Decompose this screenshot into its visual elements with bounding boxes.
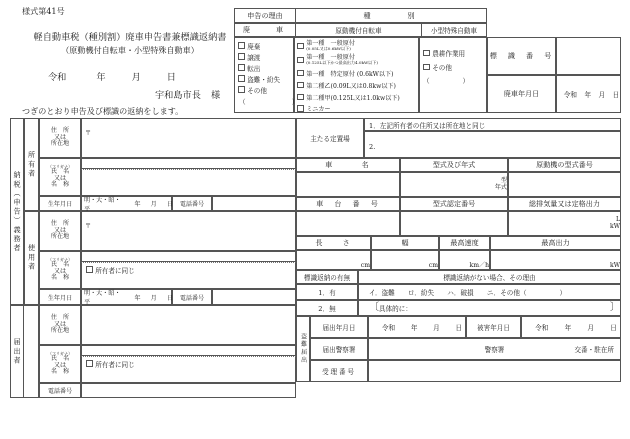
plate-return-reason-header-cell (358, 270, 621, 284)
owner-address-input[interactable] (81, 118, 296, 158)
user-phone-label-cell (172, 289, 212, 305)
owner-birth-input[interactable] (81, 196, 172, 211)
filer-group-label: 届出者 (13, 337, 22, 366)
vehicle-model-header (400, 158, 508, 172)
name-label-1: 又は (53, 267, 67, 275)
plate-return-has-label-cell (296, 270, 358, 284)
reason-label: 廃棄 (247, 42, 261, 51)
model-unit: 型 (500, 176, 507, 184)
koban-label: 交番・駐在所 (574, 346, 614, 354)
moped-item-1[interactable] (297, 53, 418, 67)
plate-return-no-cell[interactable] (296, 300, 358, 316)
small-special-header: 小型特殊自動車 (430, 27, 478, 35)
theft-report-date-label: 届出年月日 (322, 324, 356, 332)
length-input[interactable] (296, 250, 371, 270)
birth-label: 生年月日 (47, 294, 73, 302)
damage-date-day-unit: 日 (610, 324, 617, 332)
year-unit: 年式 (494, 183, 507, 191)
filer-group-label-cell (10, 305, 24, 398)
user-name-input[interactable] (81, 262, 296, 289)
plate-return-yes-cell[interactable] (296, 284, 358, 300)
checkbox-icon[interactable] (238, 75, 245, 82)
theft-report-group-label: 盗難届出 (299, 333, 307, 365)
moped-item-4[interactable] (297, 91, 418, 103)
checkbox-icon[interactable] (423, 50, 430, 57)
moped-label: 第一種 一般原付 (306, 39, 355, 47)
location-option2[interactable] (364, 131, 621, 158)
checkbox-icon[interactable] (297, 43, 304, 50)
name-label-0: 氏 名 (50, 355, 70, 363)
user-address-input[interactable] (81, 211, 296, 251)
postal-mark: 〒 (85, 223, 92, 230)
reason-item-2[interactable] (238, 62, 293, 73)
scrap-label: 廃 車 (235, 24, 296, 36)
furigana-label: （フリガナ） (47, 350, 73, 356)
same-as-owner-label: 所有者に同じ (95, 360, 135, 369)
birth-year-unit: 年 (134, 294, 141, 302)
width-header-label: 幅 (401, 238, 409, 247)
filer-same-as-owner-option[interactable] (86, 357, 295, 370)
length-header-label: 長 さ (315, 238, 352, 247)
birth-day-unit: 日 (166, 294, 173, 302)
addressee-honorific: 様 (210, 90, 221, 101)
scrap-date-month-unit: 月 (598, 91, 606, 99)
displacement-unit-l: L (615, 215, 620, 223)
moped-label: 第二種甲(0.125L又は1.0kw以下) (306, 94, 400, 102)
address-label-0: 住 所 (50, 127, 70, 135)
user-label: 使用者 (27, 244, 37, 272)
birth-month-unit: 月 (150, 201, 157, 208)
reason-header-cell (234, 8, 487, 23)
width-unit: cm (428, 262, 438, 269)
address-label-2: 所在地 (50, 140, 70, 148)
birth-month-unit: 月 (150, 294, 157, 302)
checkbox-icon[interactable] (297, 94, 304, 101)
damage-date-label-cell (466, 316, 521, 338)
police-station-input[interactable] (368, 338, 621, 360)
receipt-number-input[interactable] (368, 360, 621, 382)
chassis-number-header (296, 197, 400, 211)
scrap-date-value-cell[interactable] (556, 75, 621, 113)
moped-sublabel: (0.05L又は0.6kW以下) (306, 46, 351, 52)
name-label-2: 名 称 (50, 274, 70, 282)
length-unit: cm (360, 262, 370, 269)
plate-return-reasons-cell[interactable] (358, 284, 621, 300)
displacement-input[interactable] (508, 211, 621, 236)
reason-item-1[interactable] (238, 51, 293, 62)
reason-label: 盗難・紛失 (247, 75, 281, 84)
police-station-label-cell (310, 338, 368, 360)
type-approval-input[interactable] (400, 211, 508, 236)
bracket-open-icon: 〔 (369, 302, 379, 313)
checkbox-icon[interactable] (297, 105, 304, 112)
plate-return-yes-label: 1．有 (318, 289, 336, 297)
birth-year-unit: 年 (134, 201, 141, 208)
small-special-checkbox-list (419, 37, 487, 113)
filer-address-input[interactable] (81, 305, 296, 345)
checkbox-icon[interactable] (238, 64, 245, 71)
phone-label: 電話番号 (179, 201, 205, 208)
name-label-2: 名 称 (50, 368, 70, 376)
moped-label: ミニカー (306, 106, 331, 113)
theft-report-date-input[interactable] (368, 316, 466, 338)
small-special-other-blank[interactable]: （ ） (423, 77, 470, 85)
date-era: 令和 (48, 72, 67, 83)
plate-number-label-cell (487, 37, 556, 75)
receipt-number-label-cell (310, 360, 368, 382)
chassis-number-input[interactable] (296, 211, 400, 236)
furigana-label: （フリガナ） (47, 256, 73, 262)
phone-label: 電話番号 (47, 388, 73, 395)
location-label: 主たる定置場 (310, 135, 350, 143)
address-label-1: 又は (53, 320, 67, 328)
moped-sublabel: (0.125L以下かつ最高出力4.0kW以下) (306, 60, 378, 66)
location-option1[interactable] (364, 118, 621, 131)
location-label-cell (296, 118, 364, 158)
statement-text: つぎのとおり申告及び標識の返納をします。 (22, 106, 184, 116)
category-header-label: 種 別 (363, 10, 419, 20)
small-special-label: 農耕作業用 (432, 50, 466, 58)
plate-return-no-label: 2．無 (318, 305, 336, 313)
type-approval-header-label: 型式認定番号 (432, 199, 476, 208)
taxpayer-group-label: 納税（申告）義務者 (13, 170, 22, 253)
damage-date-input[interactable] (521, 316, 621, 338)
width-input[interactable] (371, 250, 439, 270)
user-birth-input[interactable] (81, 289, 172, 305)
max-output-unit: kW (610, 262, 620, 269)
plate-return-detail-cell[interactable] (358, 300, 621, 316)
checkbox-icon[interactable] (423, 64, 430, 71)
name-label-1: 又は (53, 361, 67, 369)
scrap-date-label: 廃車年月日 (503, 89, 540, 98)
damage-date-year-unit: 年 (564, 324, 572, 332)
owner-name-label-cell (39, 158, 81, 196)
owner-name-input[interactable] (81, 169, 296, 196)
plate-number-label: 標 識 番 号 (489, 51, 554, 60)
vehicle-model-header-label: 型式及び年式 (432, 160, 476, 169)
owner-label: 所有者 (27, 150, 37, 179)
max-speed-header-label: 最高速度 (450, 238, 479, 247)
name-label-0: 氏 名 (50, 261, 70, 269)
displacement-header (508, 197, 621, 211)
moped-item-5[interactable] (297, 103, 418, 114)
police-station-label: 届出警察署 (322, 346, 356, 354)
plate-return-has-label: 標識返納の有無 (303, 274, 351, 282)
furigana-label: （フリガナ） (47, 163, 73, 169)
date-day-unit: 日 (166, 72, 176, 83)
damage-date-month-unit: 月 (587, 324, 594, 332)
small-special-item-0[interactable] (423, 46, 486, 60)
reason-item-0[interactable] (238, 40, 293, 51)
name-label-2: 名 称 (50, 181, 70, 189)
max-output-input[interactable] (490, 250, 621, 270)
damage-date-era: 令和 (535, 324, 549, 332)
theft-date-era: 令和 (381, 324, 396, 332)
engine-model-header (508, 158, 621, 172)
reason-item-4[interactable] (238, 84, 293, 95)
addressee-line (155, 87, 220, 101)
user-same-as-owner-option[interactable] (86, 263, 295, 276)
max-speed-input[interactable] (439, 250, 490, 270)
address-label-1: 又は (53, 133, 67, 141)
checkbox-icon[interactable] (238, 53, 245, 60)
filer-phone-label-cell (39, 383, 81, 398)
filer-name-input[interactable] (81, 356, 296, 383)
reason-label: その他 (247, 86, 267, 95)
owner-birth-label-cell (39, 196, 81, 211)
theft-date-year-unit: 年 (410, 324, 418, 332)
displacement-header-label: 総排気量又は定格出力 (529, 199, 600, 208)
name-label-1: 又は (53, 174, 67, 182)
form-title-line2: （原動機付自転車・小型特殊自動車） (61, 45, 199, 55)
plate-return-detail-label: 具体的に： (379, 305, 412, 313)
filer-furigana-input[interactable] (81, 345, 296, 356)
address-label-2: 所在地 (50, 233, 70, 241)
date-year-unit: 年 (96, 72, 106, 83)
reason-checkbox-list (234, 37, 299, 113)
moped-item-3[interactable] (297, 79, 418, 91)
vehicle-name-header-label: 車 名 (325, 160, 371, 169)
owner-furigana-input[interactable] (81, 158, 296, 169)
owner-phone-input[interactable] (212, 196, 296, 211)
owner-phone-label-cell (172, 196, 212, 211)
reason-label: 譲渡 (247, 53, 261, 62)
same-as-owner-label: 所有者に同じ (95, 266, 135, 275)
theft-date-day-unit: 日 (455, 324, 463, 332)
checkbox-icon[interactable] (297, 70, 304, 77)
filer-spacer-cell (24, 305, 39, 398)
vehicle-name-input[interactable] (296, 172, 400, 197)
reason-item-3[interactable] (238, 73, 293, 84)
chassis-number-header-label: 車 台 番 号 (316, 199, 380, 208)
displacement-unit-kw: kW (610, 222, 620, 230)
moped-label: 第一種 一般原付 (306, 53, 355, 61)
police-station-suffix: 警察署 (484, 346, 505, 354)
filer-phone-input[interactable] (81, 383, 296, 398)
plate-number-value-cell[interactable] (556, 37, 621, 75)
reason-label: 転出 (247, 64, 261, 73)
user-birth-label-cell (39, 289, 81, 305)
user-furigana-input[interactable] (81, 251, 296, 262)
address-label-0: 住 所 (50, 314, 70, 322)
filer-address-label-cell (39, 305, 81, 345)
small-special-item-1[interactable] (423, 60, 486, 74)
user-phone-input[interactable] (212, 289, 296, 305)
user-label-cell (24, 211, 39, 305)
plate-return-reasons-label: イ．盗難 ロ．紛失 ハ．破損 ニ．その他（ ） (369, 289, 567, 297)
address-label-0: 住 所 (50, 220, 70, 228)
max-output-header-label: 最高出力 (541, 238, 570, 247)
small-special-label: その他 (432, 64, 452, 72)
taxpayer-group-label-cell (10, 118, 24, 305)
type-approval-header (400, 197, 508, 211)
checkbox-icon[interactable] (297, 82, 304, 89)
engine-model-input[interactable] (508, 172, 621, 197)
owner-label-cell (24, 118, 39, 211)
moped-item-0[interactable] (297, 39, 418, 53)
reason-header-label: 申告の理由 (235, 9, 296, 22)
scrap-date-label-cell (487, 75, 556, 113)
max-output-header (490, 236, 621, 250)
vehicle-name-header (296, 158, 400, 172)
moped-label: 第一種 特定原付 (0.6kW以下) (306, 70, 394, 78)
max-speed-unit: km／h (469, 262, 489, 269)
date-month-unit: 月 (131, 72, 141, 83)
scrap-date-year-unit: 年 (584, 91, 592, 99)
checkbox-icon[interactable] (297, 57, 304, 64)
receipt-number-label: 受理番号 (322, 368, 356, 376)
theft-report-date-label-cell (310, 316, 368, 338)
user-name-label-cell (39, 251, 81, 289)
theft-report-group-label-cell (296, 316, 310, 382)
form-number: 様式第41号 (22, 6, 65, 16)
location-option1-label: 1．左記所有者の住所又は所在地と同じ (369, 121, 486, 130)
checkbox-icon[interactable] (238, 86, 245, 93)
birth-label: 生年月日 (47, 201, 73, 208)
addressee-name: 宇和島市長 (155, 90, 201, 101)
width-header (371, 236, 439, 250)
reason-subheader-row (234, 23, 487, 37)
phone-label: 電話番号 (179, 294, 205, 302)
scrap-date-era: 令和 (563, 91, 577, 99)
birth-era-choices: 明・大・昭・平 (84, 196, 121, 213)
address-label-2: 所在地 (50, 327, 70, 335)
checkbox-icon[interactable] (86, 266, 93, 273)
birth-era-choices: 明・大・昭・平 (84, 290, 121, 306)
reason-other-blank[interactable]: （ ） (239, 97, 299, 106)
checkbox-icon[interactable] (86, 360, 93, 367)
engine-model-header-label: 原動機の型式番号 (536, 160, 593, 169)
theft-date-month-unit: 月 (433, 324, 440, 332)
scrap-date-day-unit: 日 (612, 91, 620, 99)
moped-label: 第二種乙(0.09L又は0.8kw以下) (306, 82, 396, 90)
bracket-close-icon: 〕 (610, 302, 620, 313)
checkbox-icon[interactable] (238, 42, 245, 49)
plate-return-reason-header: 標識返納がない場合、その理由 (443, 274, 536, 282)
birth-day-unit: 日 (166, 201, 173, 208)
filer-name-label-cell (39, 345, 81, 383)
declaration-date-line (48, 69, 238, 83)
length-header (296, 236, 371, 250)
postal-mark: 〒 (85, 130, 92, 137)
owner-address-label-cell (39, 118, 81, 158)
moped-header: 原動機付自転車 (296, 24, 422, 36)
damage-date-label: 被害年月日 (477, 324, 510, 332)
user-address-label-cell (39, 211, 81, 251)
moped-checkbox-list (294, 37, 419, 113)
vehicle-model-input[interactable] (400, 172, 508, 197)
max-speed-header (439, 236, 490, 250)
moped-item-2[interactable] (297, 67, 418, 79)
form-title-line1: 軽自動車税（種別割）廃車申告書兼標識返納書 (33, 32, 227, 43)
location-option2-label: 2. (369, 143, 376, 151)
name-label-0: 氏 名 (50, 168, 70, 176)
address-label-1: 又は (53, 226, 67, 234)
